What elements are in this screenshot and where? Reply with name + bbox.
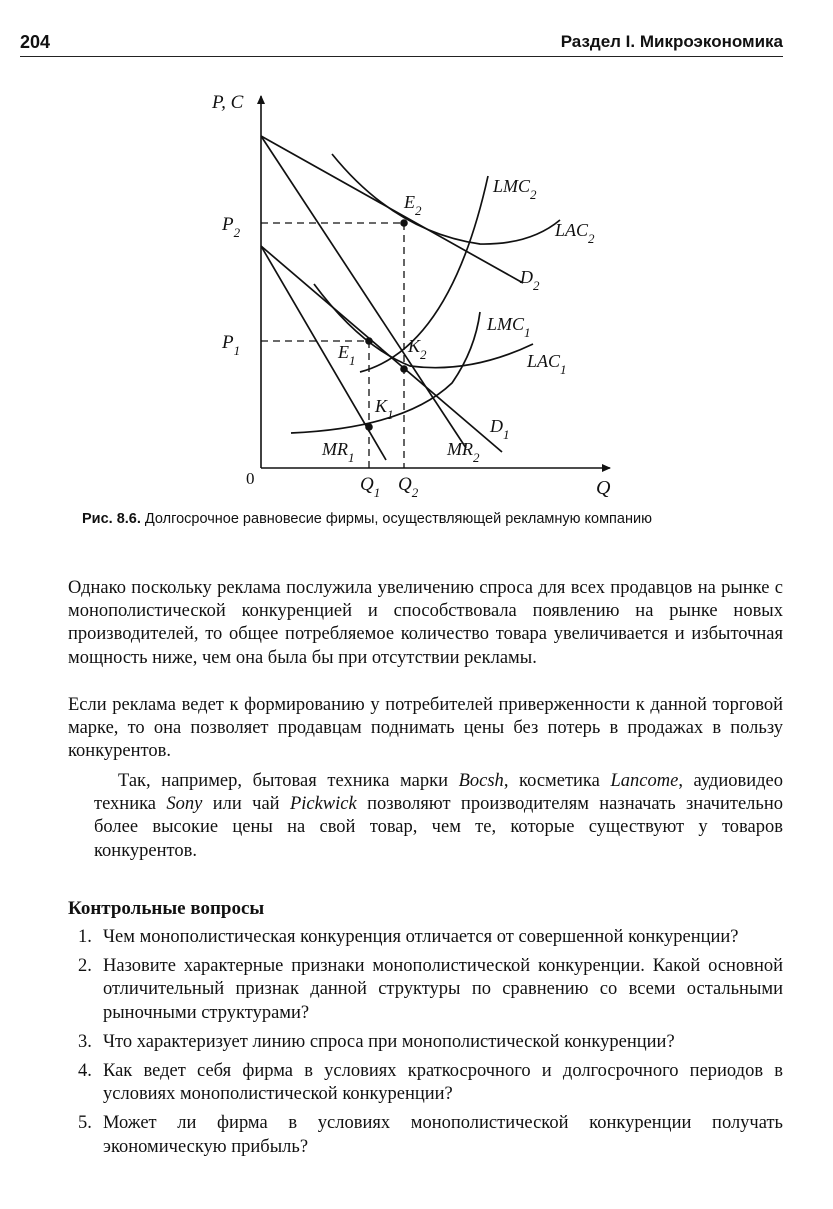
k2-point — [400, 365, 408, 373]
figure-caption-label: Рис. 8.6. — [82, 511, 141, 527]
economics-diagram — [0, 0, 833, 520]
paragraph-example — [94, 770, 783, 863]
question-number: 1. — [78, 927, 92, 947]
mr1-label: $MR_1$ — [322, 439, 355, 465]
k1-point — [365, 423, 373, 431]
q1-label: $Q_1$ — [360, 474, 381, 500]
q2-label: $Q_2$ — [398, 474, 419, 500]
question-item — [68, 1031, 783, 1054]
question-number: 2. — [78, 956, 92, 977]
example-text: , аудиовидео техника — [94, 771, 783, 815]
question-item — [68, 955, 783, 1025]
e1-point — [365, 337, 373, 345]
brand-name: Bocsh — [458, 771, 504, 791]
question-item — [68, 926, 783, 949]
question-item — [68, 1112, 783, 1158]
p2-label: $P_2$ — [222, 214, 241, 240]
d1-line — [261, 246, 502, 452]
example-text: или чай — [202, 794, 290, 815]
origin-label: 0 — [246, 469, 255, 488]
questions-list — [68, 926, 783, 1165]
question-item — [68, 1060, 783, 1106]
figure-caption — [82, 511, 652, 527]
questions-heading: Контрольные вопросы — [68, 898, 265, 919]
figure-caption-text: Долгосрочное равновесие фирмы, осуществляющей рекламную компанию — [140, 511, 652, 527]
example-text: , косметика — [503, 771, 611, 791]
question-text: Может ли фирма в условиях монополистической конкуренции получать экономическую прибыль? — [103, 1113, 783, 1157]
brand-name: Sony — [166, 794, 203, 815]
paragraph-1: Однако поскольку реклама послужила увеличению спроса для всех продавцов на рынке с монополистической конкуренцией и способствовала появлению на рынке новых производителей, то общее потребляемое количество товара увеличивается и избыточная мощность ниже, чем она была бы при отсутствии рекламы. — [68, 578, 783, 668]
lac2-label: $LAC_2$ — [555, 220, 595, 246]
question-text: Как ведет себя фирма в условиях краткосрочного и долгосрочного периодов в условиях монополистической конкуренции? — [103, 1061, 783, 1105]
question-text: Назовите характерные признаки монополистической конкуренции. Какой основной отличительный признак данной структуры по сравнению со всеми остальными рыночными структурами? — [103, 956, 783, 1023]
question-number: 3. — [78, 1031, 92, 1052]
e2-label: $E_2$ — [404, 192, 422, 218]
lac2-curve — [332, 154, 560, 244]
example-text: Так, например, бытовая техника марки — [118, 771, 459, 791]
question-number: 4. — [78, 1061, 92, 1082]
d1-label: $D_1$ — [490, 416, 510, 442]
d2-label: $D_2$ — [520, 267, 540, 293]
lac1-label: $LAC_1$ — [527, 351, 567, 377]
lmc1-label: $LMC_1$ — [487, 314, 531, 340]
brand-name: Pickwick — [289, 794, 357, 815]
lmc2-curve — [360, 176, 488, 372]
question-number: 5. — [78, 1113, 92, 1134]
y-axis-label: P, C — [212, 92, 244, 113]
brand-name: Lancome — [610, 771, 679, 791]
e1-label: $E_1$ — [338, 342, 356, 368]
x-axis-label: Q — [596, 477, 611, 499]
k2-label: $K_2$ — [408, 336, 427, 362]
running-head: Раздел I. Микроэкономика — [560, 32, 783, 51]
example-text: позволяют производителям назначать значительно более высокие цены на свой товар, чем те, которые существуют у товаров конкурентов. — [94, 794, 783, 861]
question-text: Что характеризует линию спроса при монополистической конкуренции? — [103, 1031, 675, 1052]
question-text: Чем монополистическая конкуренция отличается от совершенной конкуренции? — [103, 927, 739, 947]
k1-label: $K_1$ — [375, 396, 394, 422]
e2-point — [400, 219, 408, 227]
mr2-label: $MR_2$ — [447, 439, 480, 465]
paragraph-2: Если реклама ведет к формированию у потребителей приверженности к данной торговой марке, то она позволяет продавцам поднимать цены без потерь в продажах в пользу конкурентов. — [68, 695, 783, 762]
lmc2-label: $LMC_2$ — [493, 176, 537, 202]
p1-label: $P_1$ — [222, 332, 241, 358]
page-number: 204 — [20, 32, 51, 52]
mr2-line — [261, 136, 466, 448]
